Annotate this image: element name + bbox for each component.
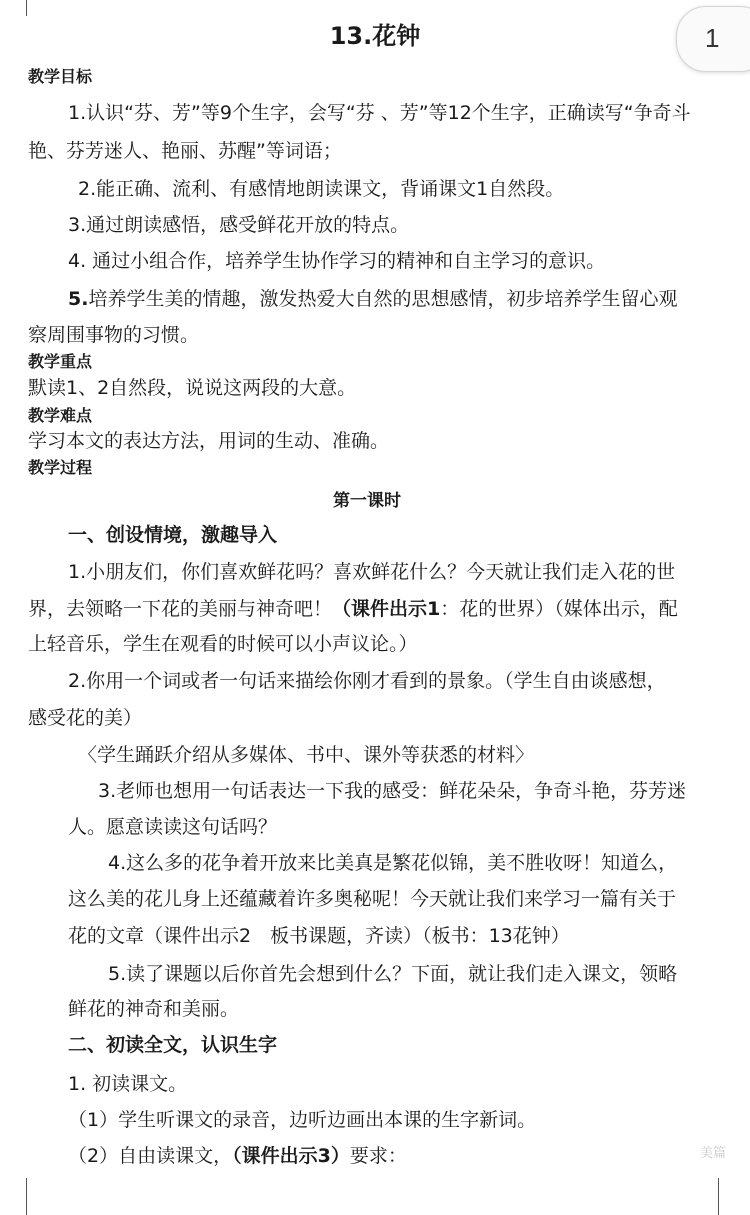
- s1-p5-line-2: 鲜花的神奇和美丽。: [68, 998, 240, 1020]
- difficulties-text: 学习本文的表达方法，用词的生动、准确。: [28, 430, 390, 452]
- courseware-1: （课件出示1: [332, 598, 441, 620]
- objective-2: 2.能正确、流利、有感情地朗读课文，背诵课文1自然段。: [78, 178, 565, 200]
- s1-p4-line-2: 这么美的花儿身上还蕴藏着许多奥秘呢！今天就让我们来学习一篇有关于: [68, 888, 677, 910]
- s1-p1-line-2: [28, 594, 678, 621]
- difficulties-heading: 教学难点: [28, 406, 93, 425]
- process-heading: 教学过程: [28, 458, 93, 477]
- section-1-heading: 一、创设情境，激趣导入: [68, 524, 278, 546]
- s1-p4-line-1: 4.这么多的花争着开放来比美真是繁花似锦，美不胜收呀！知道么，: [108, 852, 678, 874]
- s1-p1-line-3: 上轻音乐，学生在观看的时候可以小声议论。）: [28, 633, 418, 655]
- s1-p2-line-1: 2.你用一个词或者一句话来描绘你刚才看到的景象。（学生自由谈感想，: [68, 670, 666, 692]
- crop-mark-top-left: [26, 0, 27, 16]
- crop-mark-bottom-right: [718, 1178, 719, 1215]
- s1-p2-line-2: 感受花的美）: [28, 707, 143, 729]
- crop-mark-bottom-left: [26, 1178, 27, 1215]
- s2-p1: 1. 初读课文。: [68, 1073, 188, 1095]
- objective-5-line-2: 察周围事物的习惯。: [28, 324, 200, 346]
- document-title: 13.花钟: [329, 22, 421, 50]
- lesson-title: 第一课时: [333, 491, 401, 511]
- s1-p4-line-3: 花的文章（课件出示2 板书课题，齐读）（板书：13花钟）: [68, 925, 570, 947]
- s1-p3-line-2: 人。愿意读读这句话吗？: [68, 816, 278, 838]
- objective-3: 3.通过朗读感悟，感受鲜花开放的特点。: [68, 214, 410, 236]
- objectives-heading: 教学目标: [28, 67, 93, 86]
- watermark: 美篇: [700, 1146, 727, 1161]
- courseware-3: （课件出示3）: [232, 1145, 350, 1167]
- s1-p5-line-1: 5.读了课题以后你首先会想到什么？下面，就让我们走入课文，领略: [108, 963, 678, 985]
- s2-p3: [68, 1141, 407, 1168]
- objective-5-text: 培养学生美的情趣，激发热爱大自然的思想感情，初步培养学生留心观: [88, 288, 678, 310]
- s1-p3-line-1: 3.老师也想用一句话表达一下我的感受：鲜花朵朵，争奇斗艳，芬芳迷: [98, 780, 687, 802]
- page-number: 1: [705, 23, 720, 53]
- s1-p1-note: ：花的世界）（媒体出示，配: [440, 598, 678, 620]
- objective-4: 4. 通过小组合作，培养学生协作学习的精神和自主学习的意识。: [68, 250, 606, 272]
- section-2-heading: 二、初读全文，认识生字: [68, 1034, 278, 1056]
- s2-p3-text: （2）自由读课文，: [68, 1145, 233, 1167]
- s1-p2-line-3: 〈学生踊跃介绍从多媒体、书中、课外等获悉的材料〉: [78, 744, 535, 766]
- s1-p1-text: 界，去领略一下花的美丽与神奇吧！: [28, 598, 333, 620]
- objective-1-line-2: 艳、芬芳迷人、艳丽、苏醒”等词语；: [28, 140, 342, 162]
- objective-5-number: 5.: [68, 288, 89, 310]
- s2-p2: （1）学生听课文的录音，边听边画出本课的生字新词。: [68, 1109, 537, 1131]
- s1-p1-line-1: 1.小朋友们，你们喜欢鲜花吗？喜欢鲜花什么？今天就让我们走入花的世: [68, 561, 676, 583]
- s2-p3-requirement: 要求：: [349, 1145, 407, 1167]
- objective-1-line-1: 1.认识“芬、芳”等9个生字，会写“芬 、芳”等12个生字，正确读写“争奇斗: [68, 102, 691, 124]
- objective-5-line-1: [68, 284, 677, 311]
- key-points-text: 默读1、2自然段，说说这两段的大意。: [28, 377, 357, 399]
- key-points-heading: 教学重点: [28, 352, 93, 371]
